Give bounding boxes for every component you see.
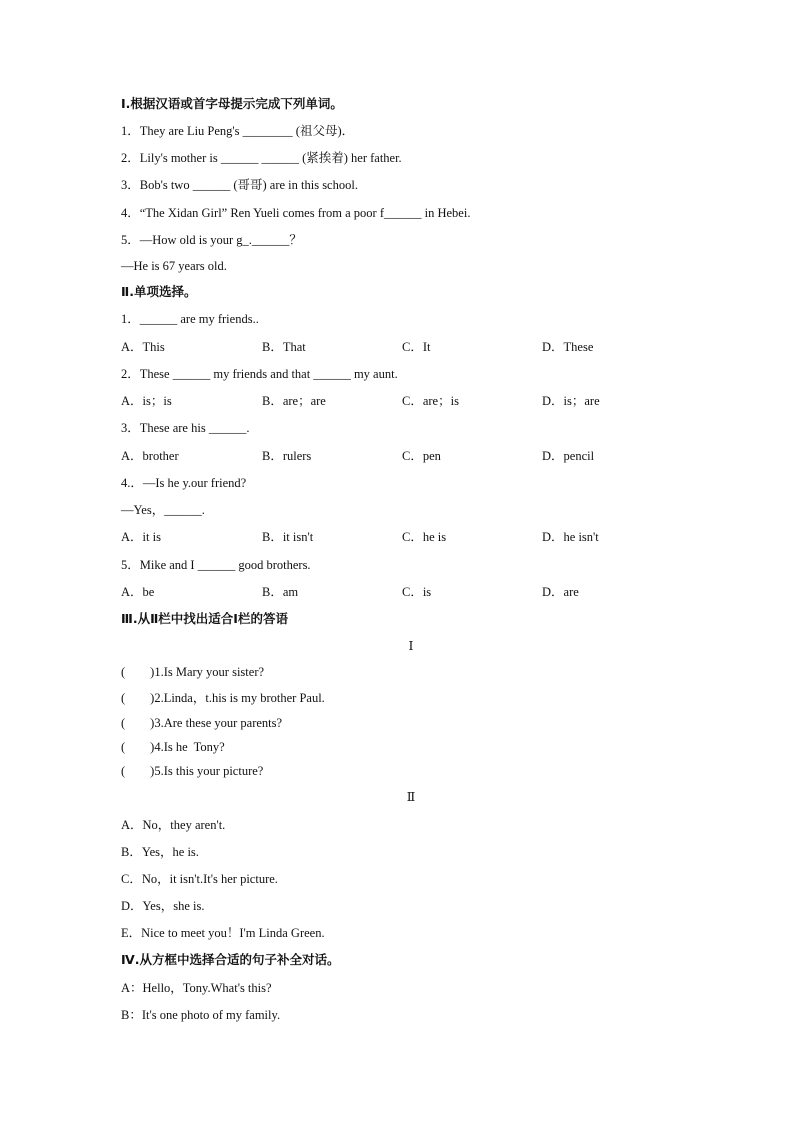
question-4-option-c: C．he is (402, 530, 447, 544)
section4-heading: Ⅳ.从方框中选择合适的句子补全对话。 (121, 952, 340, 967)
question-2-option-d: D．is；are (542, 394, 600, 408)
question-4-option-b: B．it isn't (262, 530, 314, 544)
section1-item-5: 5．—How old is your g_.______？ (121, 233, 302, 247)
question-4-stem-response: —Yes，______. (121, 503, 205, 517)
column-2-item-a: A．No，they aren't. (121, 818, 226, 832)
section1-item-5-answer: —He is 67 years old. (121, 259, 227, 273)
question-4-option-d: D．he isn't (542, 530, 599, 544)
question-1-option-c: C．It (402, 340, 431, 354)
question-3-stem: 3．These are his ______. (121, 421, 250, 435)
column-1-item-4: ( )4.Is he Tony? (121, 740, 225, 754)
column-1-item-3: ( )3.Are these your parents? (121, 716, 283, 730)
section1-item-4: 4．“The Xidan Girl” Ren Yueli comes from a poor f______ in Hebei. (121, 206, 471, 220)
question-3-option-a: A．brother (121, 449, 179, 463)
question-1-option-a: A．This (121, 340, 165, 354)
question-1-option-d: D．These (542, 340, 594, 354)
column-1-item-5: ( )5.Is this your picture? (121, 764, 264, 778)
section1-item-2: 2．Lily's mother is ______ ______ (紧挨着) her father. (121, 151, 402, 165)
section1-item-1: 1．They are Liu Peng's ________ (祖父母)． (121, 124, 355, 138)
column-2-item-e: E．Nice to meet you！I'm Linda Green. (121, 926, 325, 940)
question-3-option-d: D．pencil (542, 449, 595, 463)
column-2-item-d: D．Yes，she is. (121, 899, 205, 913)
question-4-option-a: A．it is (121, 530, 161, 544)
question-2-option-b: B．are；are (262, 394, 326, 408)
column-2-item-c: C．No，it isn't.It's her picture. (121, 872, 278, 886)
section1-heading: Ⅰ.根据汉语或首字母提示完成下列单词。 (121, 96, 343, 111)
question-2-option-c: C．are；is (402, 394, 459, 408)
column-2-item-b: B．Yes，he is. (121, 845, 199, 859)
section1-item-3: 3．Bob's two ______ (哥哥) are in this school. (121, 178, 358, 192)
question-3-option-c: C．pen (402, 449, 441, 463)
question-5-option-c: C．is (402, 585, 432, 599)
column-1-title: Ⅰ (408, 639, 414, 653)
section3-heading: Ⅲ.从Ⅱ栏中找出适合Ⅰ栏的答语 (121, 611, 288, 626)
question-1-option-b: B．That (262, 340, 306, 354)
section2-heading: Ⅱ.单项选择。 (121, 284, 197, 299)
question-2-option-a: A．is；is (121, 394, 172, 408)
column-2-title: Ⅱ (406, 790, 416, 804)
dialogue-line-2: B：It's one photo of my family. (121, 1008, 281, 1022)
question-5-option-a: A．be (121, 585, 155, 599)
question-5-stem: 5．Mike and I ______ good brothers. (121, 558, 311, 572)
question-4-stem: 4.．—Is he y.our friend? (121, 476, 247, 490)
dialogue-line-1: A：Hello，Tony.What's this? (121, 981, 272, 995)
question-2-stem: 2．These ______ my friends and that ______ my aunt. (121, 367, 398, 381)
question-5-option-b: B．am (262, 585, 299, 599)
question-1-stem: 1．______ are my friends.. (121, 312, 259, 326)
column-1-item-2: ( )2.Linda，t.his is my brother Paul. (121, 691, 325, 705)
question-3-option-b: B．rulers (262, 449, 312, 463)
question-5-option-d: D．are (542, 585, 579, 599)
column-1-item-1: ( )1.Is Mary your sister? (121, 665, 265, 679)
